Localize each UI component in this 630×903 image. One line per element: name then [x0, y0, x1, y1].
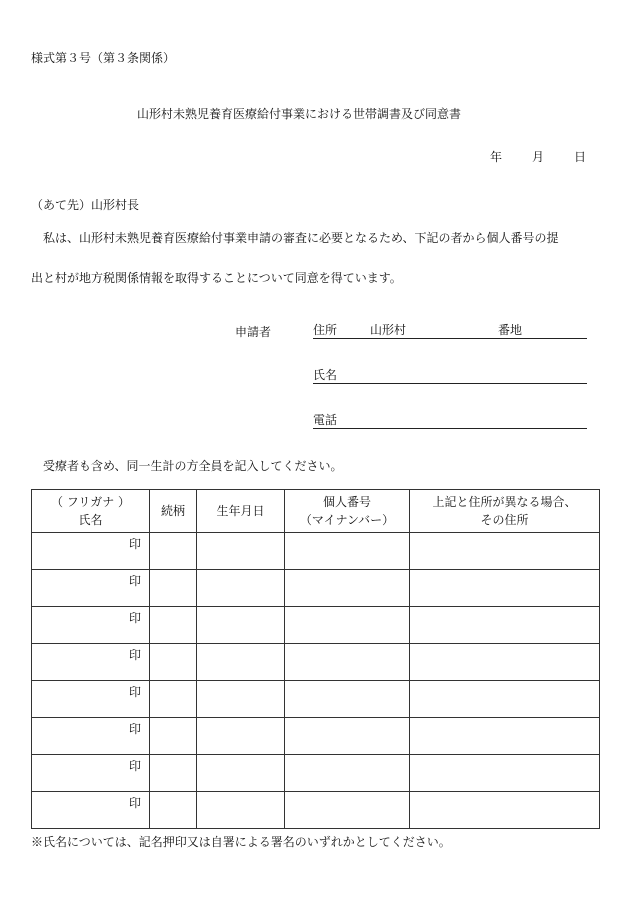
- name-cell[interactable]: [32, 533, 150, 570]
- name-cell[interactable]: [32, 607, 150, 644]
- relationship-cell[interactable]: [150, 607, 197, 644]
- other-address-cell[interactable]: [410, 792, 600, 829]
- applicant-label: 申請者: [235, 325, 272, 339]
- other-address-cell[interactable]: [410, 681, 600, 718]
- name-cell[interactable]: [32, 792, 150, 829]
- date-row: [490, 150, 586, 164]
- table-row: [32, 681, 600, 718]
- birthdate-cell[interactable]: [197, 718, 285, 755]
- name-field[interactable]: [313, 368, 587, 384]
- name-cell[interactable]: [32, 644, 150, 681]
- seal-mark: 印: [128, 796, 141, 810]
- seal-mark: 印: [128, 611, 141, 625]
- consent-text-line1: 私は、山形村未熟児養育医療給付事業申請の審査に必要となるため、下記の者から個人番号の提: [43, 231, 559, 245]
- birthdate-cell[interactable]: [197, 607, 285, 644]
- header-birthdate: 生年月日: [197, 490, 285, 533]
- relationship-cell[interactable]: [150, 644, 197, 681]
- my-number-cell[interactable]: [285, 681, 410, 718]
- seal-mark: 印: [128, 722, 141, 736]
- date-month: 月: [531, 150, 544, 164]
- address-label: 住所: [313, 323, 338, 337]
- seal-mark: 印: [128, 574, 141, 588]
- header-my-number: 個人番号 （マイナンバー）: [285, 490, 410, 533]
- table-row: [32, 607, 600, 644]
- my-number-cell[interactable]: [285, 607, 410, 644]
- my-number-cell[interactable]: [285, 533, 410, 570]
- addressee: （あて先）山形村長: [31, 198, 140, 212]
- header-relationship: 続柄: [150, 490, 197, 533]
- relationship-cell[interactable]: [150, 681, 197, 718]
- applicant-phone-row: [235, 413, 587, 429]
- table-row: [32, 533, 600, 570]
- name-cell[interactable]: [32, 570, 150, 607]
- birthdate-cell[interactable]: [197, 681, 285, 718]
- header-name: （ フリガナ ） 氏名: [32, 490, 150, 533]
- table-row: [32, 718, 600, 755]
- seal-mark: 印: [128, 537, 141, 551]
- birthdate-cell[interactable]: [197, 755, 285, 792]
- other-address-cell[interactable]: [410, 607, 600, 644]
- table-block: [31, 489, 599, 849]
- other-address-cell[interactable]: [410, 644, 600, 681]
- my-number-cell[interactable]: [285, 755, 410, 792]
- table-row: [32, 792, 600, 829]
- name-cell[interactable]: [32, 755, 150, 792]
- birthdate-cell[interactable]: [197, 644, 285, 681]
- my-number-cell[interactable]: [285, 570, 410, 607]
- table-row: [32, 755, 600, 792]
- relationship-cell[interactable]: [150, 718, 197, 755]
- table-header-row: [32, 490, 600, 533]
- other-address-cell[interactable]: [410, 755, 600, 792]
- relationship-cell[interactable]: [150, 570, 197, 607]
- header-other-address: 上記と住所が異なる場合、 その住所: [410, 490, 600, 533]
- phone-label: 電話: [313, 413, 338, 427]
- relationship-cell[interactable]: [150, 755, 197, 792]
- name-cell[interactable]: [32, 718, 150, 755]
- my-number-cell[interactable]: [285, 792, 410, 829]
- table-row: [32, 570, 600, 607]
- birthdate-cell[interactable]: [197, 570, 285, 607]
- date-day: 日: [573, 150, 586, 164]
- table-row: [32, 644, 600, 681]
- my-number-cell[interactable]: [285, 644, 410, 681]
- seal-mark: 印: [128, 759, 141, 773]
- seal-mark: 印: [128, 648, 141, 662]
- date-year: 年: [489, 150, 502, 164]
- consent-text-line2: 出と村が地方税関係情報を取得することについて同意を得ています。: [31, 271, 402, 285]
- name-cell[interactable]: [32, 681, 150, 718]
- address-village: 山形村: [370, 323, 407, 337]
- other-address-cell[interactable]: [410, 570, 600, 607]
- footnote: ※氏名については、記名押印又は自署による署名のいずれかとしてください。: [31, 835, 451, 849]
- my-number-cell[interactable]: [285, 718, 410, 755]
- relationship-cell[interactable]: [150, 792, 197, 829]
- form-number: 様式第３号（第３条関係）: [31, 51, 176, 65]
- birthdate-cell[interactable]: [197, 792, 285, 829]
- household-table: [31, 489, 600, 829]
- other-address-cell[interactable]: [410, 718, 600, 755]
- applicant-name-row: [235, 368, 587, 384]
- instruction-text: 受療者も含め、同一生計の方全員を記入してください。: [43, 459, 343, 473]
- document-title: 山形村未熟児養育医療給付事業における世帯調書及び同意書: [137, 107, 462, 121]
- address-field[interactable]: [313, 323, 587, 339]
- name-label: 氏名: [313, 368, 338, 382]
- birthdate-cell[interactable]: [197, 533, 285, 570]
- seal-mark: 印: [128, 685, 141, 699]
- address-suffix: 番地: [498, 323, 523, 337]
- phone-field[interactable]: [313, 413, 587, 429]
- relationship-cell[interactable]: [150, 533, 197, 570]
- other-address-cell[interactable]: [410, 533, 600, 570]
- applicant-address-row: [235, 323, 587, 339]
